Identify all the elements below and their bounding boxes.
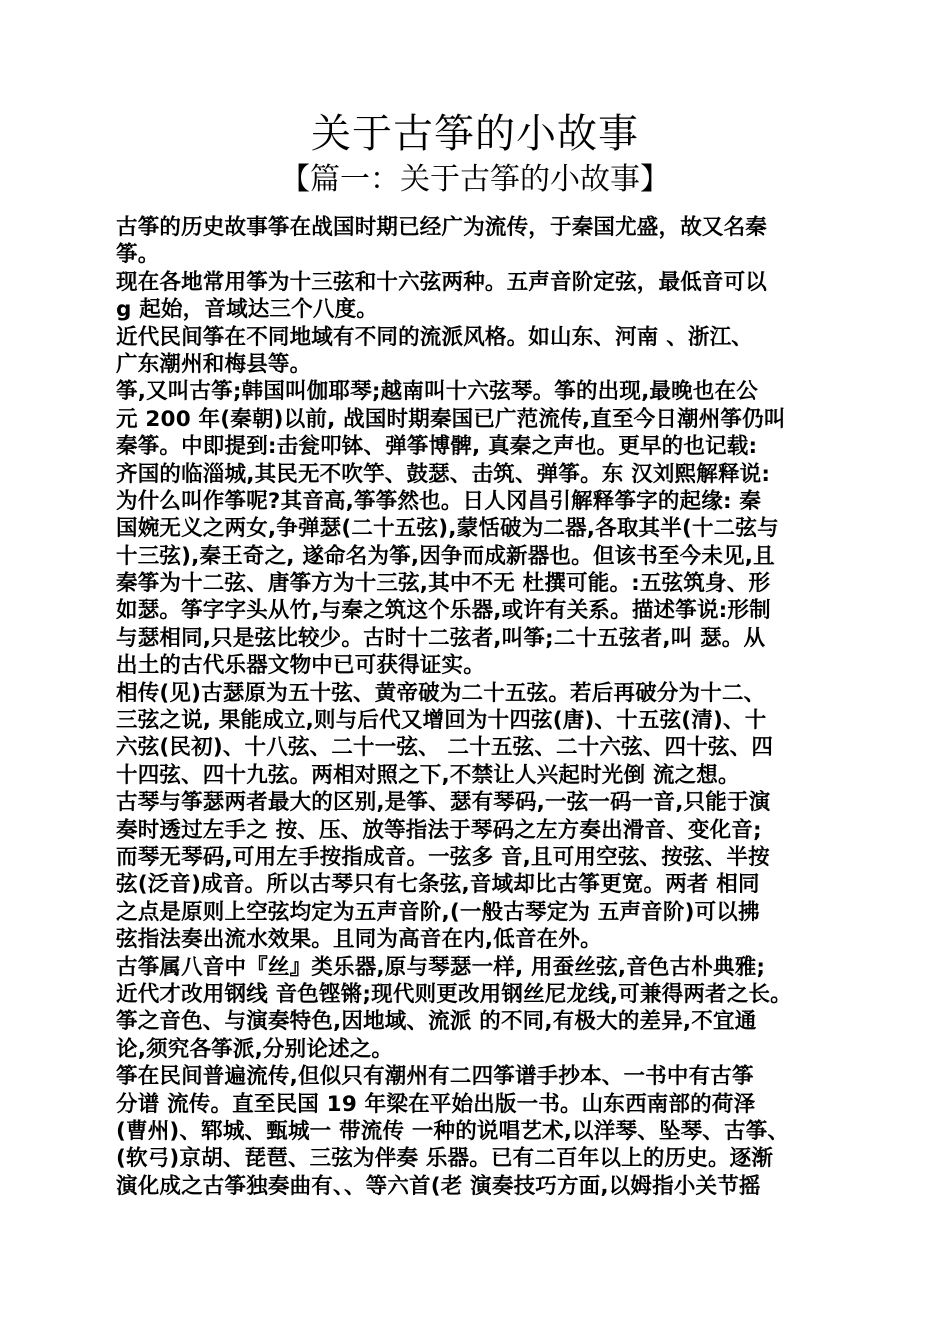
text-line: 广东潮州和梅县等。: [116, 351, 312, 377]
text-line: 相传(见)古瑟原为五十弦、黄帝破为二十五弦。若后再破分为十二、: [116, 680, 766, 706]
text-line: 六弦(民初)、十八弦、二十一弦、 二十五弦、二十六弦、四十弦、四: [116, 735, 774, 761]
text-line: 古琴与筝瑟两者最大的区别,是筝、瑟有琴码,一弦一码一音,只能于演: [116, 790, 771, 816]
text-line: (曹州)、郓城、甄城一 带流传 一种的说唱艺术,以洋琴、坠琴、古筝、: [116, 1118, 790, 1144]
text-line: 筝在民间普遍流传,但似只有潮州有二四筝谱手抄本、一书中有古筝: [116, 1064, 754, 1090]
text-line: 十四弦、四十九弦。两相对照之下,不禁让人兴起时光倒 流之想。: [116, 762, 740, 788]
text-line: 国婉无义之两女,争弹瑟(二十五弦),蒙恬破为二器,各取其半(十二弦与: [116, 516, 779, 542]
text-line: 元 200 年(秦朝)以前, 战国时期秦国已广范流传,直至今日潮州筝仍叫: [116, 406, 786, 432]
text-line: 为什么叫作筝呢?其音高,筝筝然也。日人冈昌引解释筝字的起缘: 秦: [116, 488, 762, 514]
text-line: 三弦之说, 果能成立,则与后代又增回为十四弦(唐)、十五弦(清)、十: [116, 708, 767, 734]
body-text: [116, 214, 840, 1200]
text-line: 筝。: [116, 242, 160, 268]
text-line: 分谱 流传。直至民国 19 年梁在平始出版一书。山东西南部的荷泽: [116, 1091, 756, 1117]
text-line: (软弓)京胡、琵琶、三弦为伴奏 乐器。已有二百年以上的历史。逐渐: [116, 1146, 774, 1172]
text-line: 如瑟。筝字字头从竹,与秦之筑这个乐器,或许有关系。描述筝说:形制: [116, 598, 771, 624]
text-line: 之点是原则上空弦均定为五声音阶,(一般古琴定为 五声音阶)可以拂: [116, 899, 760, 925]
text-line: 奏时透过左手之 按、压、放等指法于琴码之左方奏出滑音、变化音;: [116, 817, 762, 843]
text-line: 秦筝为十二弦、唐筝方为十三弦,其中不无 杜撰可能。:五弦筑身、形: [116, 571, 771, 597]
text-line: 齐国的临淄城,其民无不吹竽、鼓瑟、击筑、弹筝。东 汉刘熙解释说:: [116, 461, 771, 487]
text-line: 近代民间筝在不同地域有不同的流派风格。如山东、河南 、浙江、: [116, 324, 753, 350]
text-line: 现在各地常用筝为十三弦和十六弦两种。五声音阶定弦，最低音可以: [116, 269, 768, 295]
text-line: 筝之音色、与演奏特色,因地域、流派 的不同,有极大的差异,不宜通: [116, 1009, 757, 1035]
text-line: 古筝的历史故事筝在战国时期已经广为流传，于秦国尤盛，故又名秦: [116, 215, 768, 240]
text-line: 与瑟相同,只是弦比较少。古时十二弦者,叫筝;二十五弦者,叫 瑟。从: [116, 625, 766, 651]
text-line: 论,须究各筝派,分别论述之。: [116, 1036, 394, 1062]
text-line: 演化成之古筝独奏曲有、、等六首(老 演奏技巧方面,以姆指小关节摇: [116, 1173, 761, 1199]
text-line: 近代才改用钢线 音色铿锵;现代则更改用钢丝尼龙线,可兼得两者之长。: [116, 981, 792, 1007]
text-line: 弦(泛音)成音。所以古琴只有七条弦,音域却比古筝更宽。两者 相同: [116, 872, 760, 898]
text-line: 筝,又叫古筝;韩国叫伽耶琴;越南叫十六弦琴。筝的出现,最晚也在公: [116, 379, 758, 405]
text-line: 十三弦),秦王奇之, 遂命名为筝,因争而成新器也。但该书至今未见,且: [116, 543, 775, 569]
text-line: 而琴无琴码,可用左手按指成音。一弦多 音,且可用空弦、按弦、半按: [116, 844, 770, 870]
page-subtitle: 【篇一：关于古筝的小故事】: [280, 162, 670, 197]
text-line: 出土的古代乐器文物中已可获得证实。: [116, 653, 485, 679]
text-line: 秦筝。中即提到:击瓮叩钵、弹筝博髀, 真秦之声也。更早的也记载:: [116, 434, 758, 460]
text-line: 古筝属八音中『丝』类乐器,原与琴瑟一样, 用蚕丝弦,音色古朴典雅;: [116, 954, 766, 980]
text-line: g 起始，音域达三个八度。: [116, 297, 378, 323]
page-title: 关于古筝的小故事: [311, 111, 639, 157]
text-line: 弦指法奏出流水效果。且同为高音在内,低音在外。: [116, 927, 602, 953]
